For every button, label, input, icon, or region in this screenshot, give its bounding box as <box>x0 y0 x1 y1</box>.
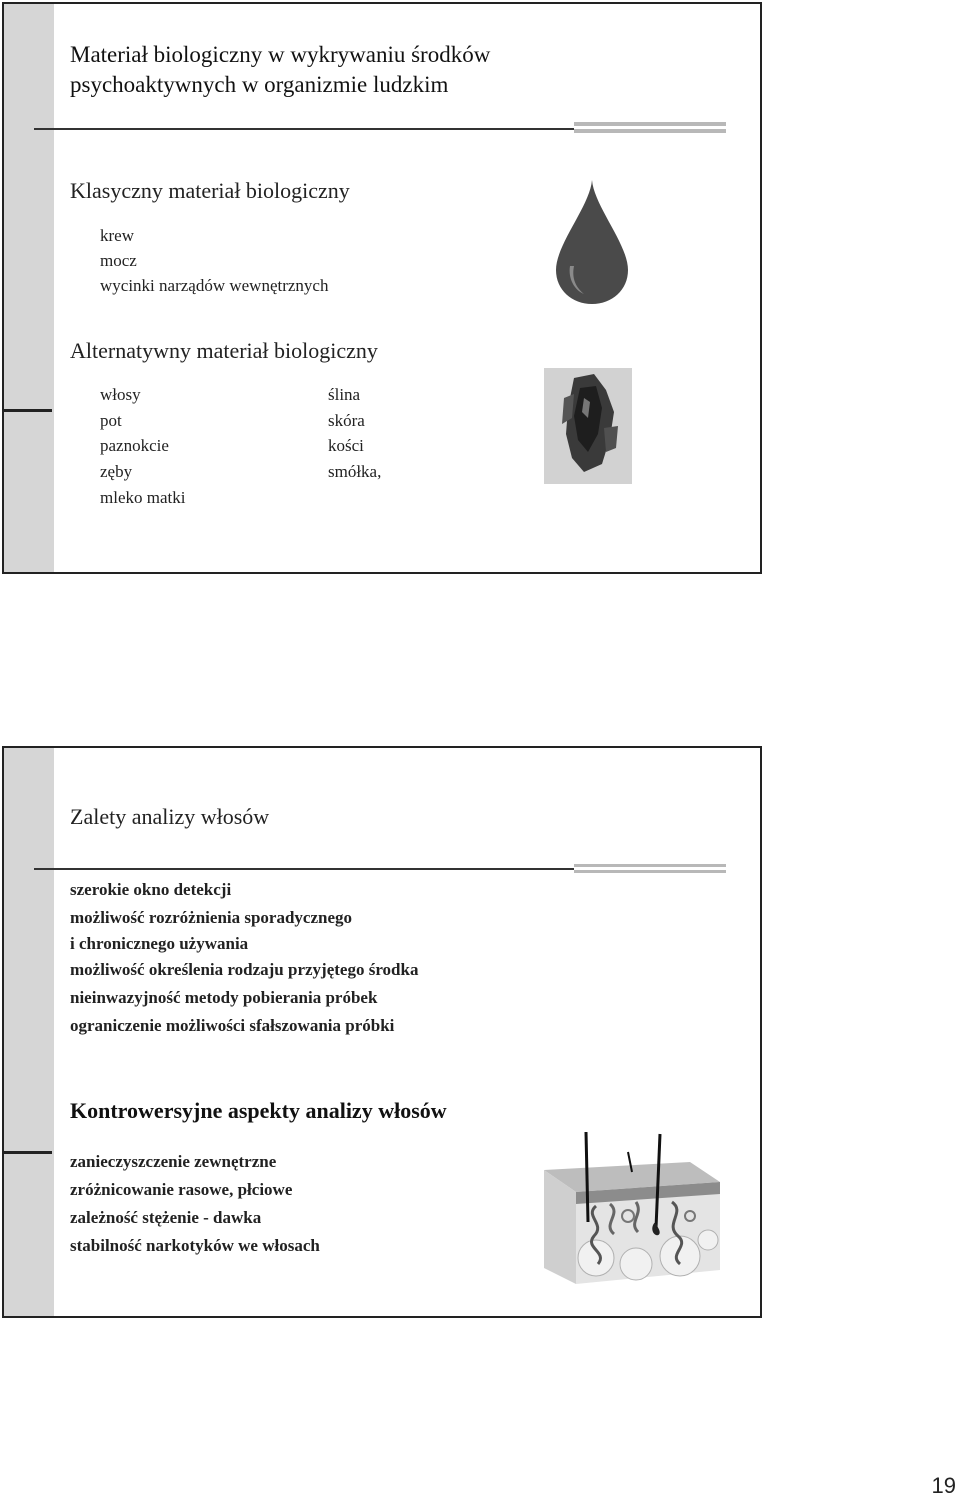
slide-left-bar <box>4 4 54 572</box>
controversy-item: stabilność narkotyków we włosach <box>70 1236 320 1255</box>
skin-cross-section-illustration <box>540 1132 722 1288</box>
advantage-item: ograniczenie możliwości sfałszowania próbki <box>70 1016 395 1035</box>
alternative-item: skóra <box>328 411 365 430</box>
slide-2 <box>2 746 762 1318</box>
controversy-item: zależność stężenie - dawka <box>70 1208 262 1227</box>
left-bar-marker <box>4 409 52 412</box>
hair-sample-photo <box>544 368 632 484</box>
alternative-item: pot <box>100 411 122 430</box>
heading-divider-accent-2 <box>574 870 726 873</box>
heading-divider <box>34 868 574 870</box>
advantage-item: możliwość rozróżnienia sporadycznego <box>70 908 353 927</box>
alternative-item: włosy <box>100 385 141 404</box>
page-number: 19 <box>931 1473 956 1498</box>
controversy-item: zróżnicowanie rasowe, płciowe <box>70 1180 293 1199</box>
heading-divider-accent <box>574 864 726 867</box>
advantages-heading: Zalety analizy włosów <box>70 804 270 829</box>
alternative-item: kości <box>328 436 364 455</box>
advantage-item: nieinwazyjność metody pobierania próbek <box>70 988 378 1007</box>
controversies-heading: Kontrowersyjne aspekty analizy włosów <box>70 1098 447 1123</box>
alternative-item: zęby <box>100 462 133 481</box>
left-bar-marker <box>4 1151 52 1154</box>
classic-item: mocz <box>100 251 137 270</box>
alternative-item: ślina <box>328 385 361 404</box>
advantage-item: i chronicznego używania <box>70 934 249 953</box>
alternative-item: paznokcie <box>100 436 169 455</box>
title-divider <box>34 128 574 130</box>
alternative-item: mleko matki <box>100 488 186 507</box>
slide-title-line-1: Materiał biologiczny w wykrywaniu środków <box>70 42 491 67</box>
slide-title-line-2: psychoaktywnych w organizmie ludzkim <box>70 72 449 97</box>
title-divider-accent <box>574 122 726 126</box>
controversy-item: zanieczyszczenie zewnętrzne <box>70 1152 277 1171</box>
alternative-heading: Alternatywny materiał biologiczny <box>70 338 378 363</box>
advantage-item: szerokie okno detekcji <box>70 880 232 899</box>
classic-item: wycinki narządów wewnętrznych <box>100 276 329 295</box>
alternative-item: smółka, <box>328 462 382 481</box>
slide-1 <box>2 2 762 574</box>
classic-item: krew <box>100 226 134 245</box>
blood-drop-icon <box>552 178 632 306</box>
title-divider-accent-2 <box>574 129 726 133</box>
classic-heading: Klasyczny materiał biologiczny <box>70 178 350 203</box>
slide-left-bar <box>4 748 54 1316</box>
advantage-item: możliwość określenia rodzaju przyjętego środka <box>70 960 419 979</box>
